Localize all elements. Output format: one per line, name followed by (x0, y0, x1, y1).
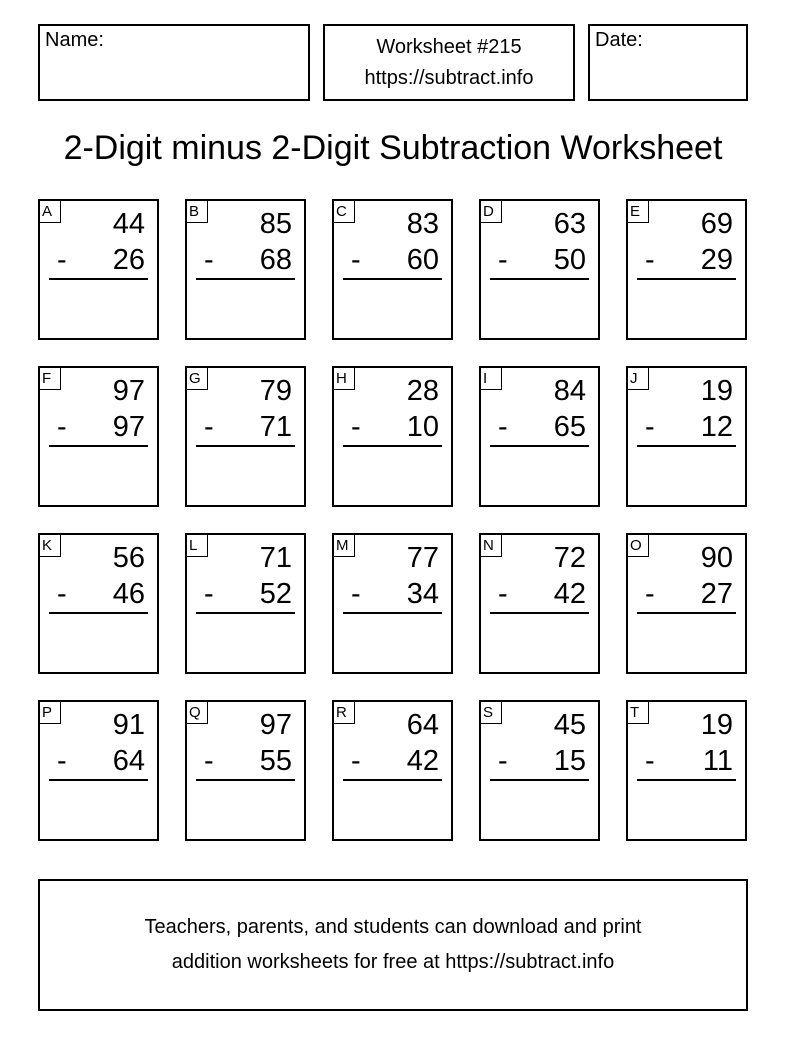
footer-box (38, 879, 748, 1011)
worksheet-url: https://subtract.info (364, 66, 534, 89)
page-title: 2-Digit minus 2-Digit Subtraction Worksheet (63, 129, 723, 167)
problem-letter: M (333, 534, 355, 557)
problem-card[interactable] (479, 366, 600, 507)
subtrahend: 15 (553, 745, 586, 777)
subtrahend: 27 (700, 578, 733, 610)
subtrahend: 71 (259, 411, 292, 443)
subtrahend: 26 (112, 244, 145, 276)
worksheet-info-box (323, 24, 575, 101)
answer-line (196, 445, 295, 447)
problem-letter: N (480, 534, 502, 557)
minuend: 77 (406, 542, 439, 574)
minuend: 71 (259, 542, 292, 574)
minuend: 72 (553, 542, 586, 574)
minuend: 79 (259, 375, 292, 407)
problem-letter: B (186, 200, 208, 223)
answer-line (49, 278, 148, 280)
minus-sign: - (498, 244, 508, 276)
subtrahend: 46 (112, 578, 145, 610)
answer-line (490, 779, 589, 781)
problem-card[interactable] (626, 366, 747, 507)
answer-line (637, 445, 736, 447)
minuend: 56 (112, 542, 145, 574)
problem-card[interactable] (479, 199, 600, 340)
problem-card[interactable] (332, 199, 453, 340)
minus-sign: - (204, 244, 214, 276)
name-label: Name: (45, 29, 104, 51)
minus-sign: - (498, 578, 508, 610)
minus-sign: - (57, 411, 67, 443)
problem-card[interactable] (185, 199, 306, 340)
minuend: 97 (112, 375, 145, 407)
subtrahend: 10 (406, 411, 439, 443)
problem-card[interactable] (479, 700, 600, 841)
problem-letter: P (39, 701, 61, 724)
answer-line (490, 612, 589, 614)
minuend: 91 (112, 709, 145, 741)
problem-letter: E (627, 200, 649, 223)
answer-line (637, 779, 736, 781)
problem-card[interactable] (332, 533, 453, 674)
minuend: 44 (112, 208, 145, 240)
subtrahend: 55 (259, 745, 292, 777)
subtrahend: 68 (259, 244, 292, 276)
minus-sign: - (498, 745, 508, 777)
answer-line (196, 612, 295, 614)
minus-sign: - (351, 578, 361, 610)
problem-card[interactable] (479, 533, 600, 674)
minuend: 90 (700, 542, 733, 574)
minuend: 28 (406, 375, 439, 407)
problem-letter: G (186, 367, 208, 390)
minus-sign: - (57, 244, 67, 276)
problem-letter: T (627, 701, 649, 724)
answer-line (637, 612, 736, 614)
answer-line (196, 278, 295, 280)
worksheet-number: Worksheet #215 (376, 35, 522, 58)
subtrahend: 12 (700, 411, 733, 443)
problem-letter: L (186, 534, 208, 557)
answer-line (49, 779, 148, 781)
problem-letter: O (627, 534, 649, 557)
problem-letter: I (480, 367, 502, 390)
minuend: 83 (406, 208, 439, 240)
problem-card[interactable] (185, 533, 306, 674)
answer-line (490, 445, 589, 447)
subtrahend: 64 (112, 745, 145, 777)
subtrahend: 97 (112, 411, 145, 443)
date-label: Date: (595, 29, 643, 51)
answer-line (343, 445, 442, 447)
answer-line (637, 278, 736, 280)
minuend: 85 (259, 208, 292, 240)
minus-sign: - (57, 745, 67, 777)
problem-letter: C (333, 200, 355, 223)
problem-card[interactable] (185, 366, 306, 507)
problem-card[interactable] (38, 533, 159, 674)
minuend: 84 (553, 375, 586, 407)
minus-sign: - (645, 411, 655, 443)
minuend: 45 (553, 709, 586, 741)
problem-letter: Q (186, 701, 208, 724)
footer-line-2: addition worksheets for free at https://subtract.info (171, 951, 615, 973)
minus-sign: - (498, 411, 508, 443)
minuend: 63 (553, 208, 586, 240)
minus-sign: - (351, 244, 361, 276)
answer-line (343, 779, 442, 781)
date-field-box[interactable] (588, 24, 748, 101)
footer-line-1: Teachers, parents, and students can download and print (144, 916, 642, 938)
answer-line (490, 278, 589, 280)
problem-card[interactable] (38, 700, 159, 841)
subtrahend: 34 (406, 578, 439, 610)
minus-sign: - (351, 411, 361, 443)
problem-card[interactable] (626, 199, 747, 340)
minus-sign: - (351, 745, 361, 777)
problem-letter: K (39, 534, 61, 557)
minus-sign: - (645, 745, 655, 777)
problem-letter: S (480, 701, 502, 724)
problem-card[interactable] (185, 700, 306, 841)
minus-sign: - (57, 578, 67, 610)
problem-letter: D (480, 200, 502, 223)
minus-sign: - (645, 578, 655, 610)
minus-sign: - (204, 745, 214, 777)
subtrahend: 50 (553, 244, 586, 276)
minuend: 64 (406, 709, 439, 741)
problem-card[interactable] (38, 366, 159, 507)
subtrahend: 60 (406, 244, 439, 276)
subtrahend: 11 (702, 745, 733, 777)
minuend: 69 (700, 208, 733, 240)
minuend: 97 (259, 709, 292, 741)
problem-letter: F (39, 367, 61, 390)
minuend: 19 (700, 709, 733, 741)
minus-sign: - (204, 411, 214, 443)
subtrahend: 52 (259, 578, 292, 610)
answer-line (196, 779, 295, 781)
problem-letter: A (39, 200, 61, 223)
subtrahend: 65 (553, 411, 586, 443)
problem-letter: J (627, 367, 649, 390)
subtrahend: 29 (700, 244, 733, 276)
problem-card[interactable] (38, 199, 159, 340)
answer-line (49, 612, 148, 614)
answer-line (343, 612, 442, 614)
answer-line (49, 445, 148, 447)
problem-card[interactable] (626, 700, 747, 841)
minus-sign: - (204, 578, 214, 610)
answer-line (343, 278, 442, 280)
problem-card[interactable] (332, 700, 453, 841)
problem-letter: R (333, 701, 355, 724)
name-field-box[interactable] (38, 24, 310, 101)
minuend: 19 (700, 375, 733, 407)
problem-card[interactable] (332, 366, 453, 507)
problem-letter: H (333, 367, 355, 390)
problem-card[interactable] (626, 533, 747, 674)
subtrahend: 42 (406, 745, 439, 777)
subtrahend: 42 (553, 578, 586, 610)
minus-sign: - (645, 244, 655, 276)
